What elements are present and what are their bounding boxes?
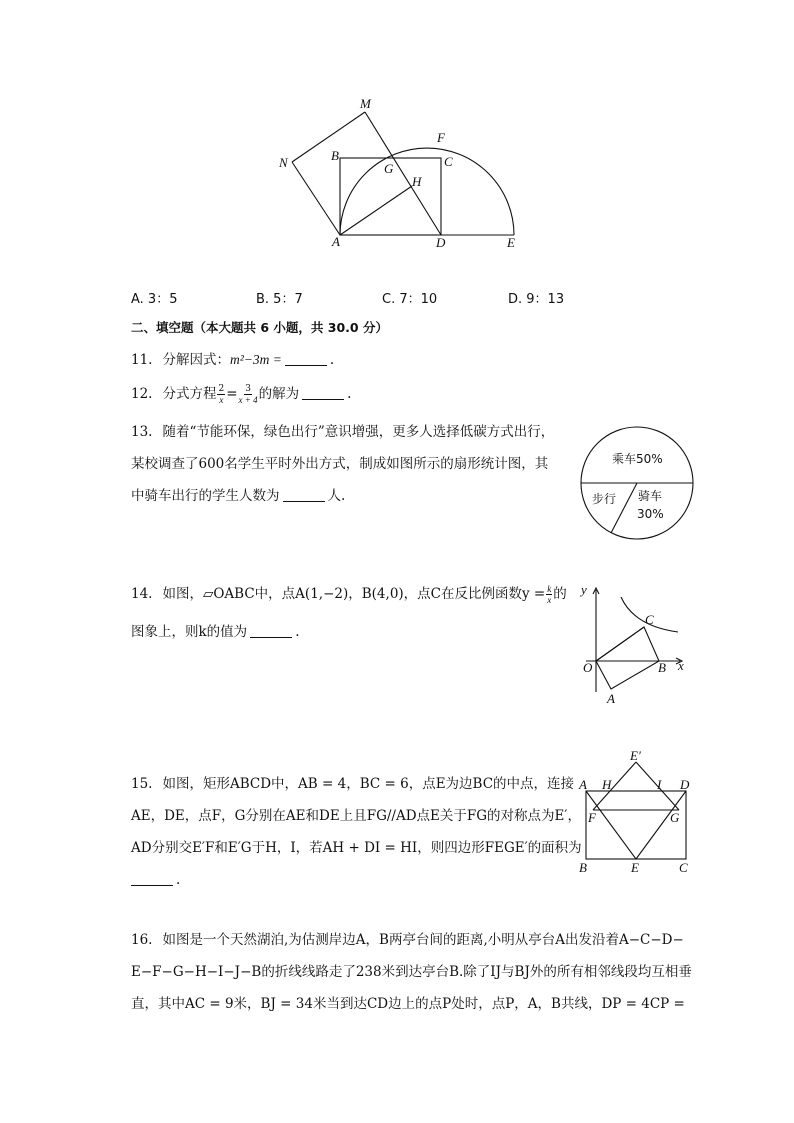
question-15-line2: AE，DE，点F，G分别在AE和DE上且FG//AD点E关于FG的对称点为E′， — [131, 808, 581, 824]
q12-fraction-2 — [239, 384, 258, 405]
q13-number: 13. — [131, 424, 153, 440]
label-H: H — [602, 777, 612, 792]
q14-number: 14. — [131, 586, 153, 602]
q12-eq: = — [226, 386, 238, 402]
label-C: C — [444, 154, 453, 169]
label-F: F — [437, 130, 445, 145]
label-O: O — [583, 660, 593, 675]
label-Ep: E′ — [630, 748, 641, 763]
pie-chart-figure — [578, 422, 698, 544]
q12-text: 分式方程 — [162, 386, 217, 402]
q13-line3a: 中骑车出行的学生人数为 — [131, 488, 280, 504]
question-13-line2: 某校调查了600名学生平时外出方式，制成如图所示的扇形统计图，其 — [131, 456, 549, 472]
q12-answer-blank[interactable] — [302, 385, 344, 400]
segment-NM — [292, 112, 365, 162]
pie-label-car: 乘车50% — [612, 452, 663, 466]
label-H: H — [412, 174, 422, 189]
question-15-line1 — [131, 774, 574, 794]
segment-AN — [292, 162, 340, 235]
label-M: M — [360, 96, 371, 111]
q16-line1: 如图是一个天然湖泊,为估测岸边A，B两亭台间的距离,小明从亭台A出发沿着A−C−D− — [162, 932, 684, 948]
question-15-line3: AD分别交E′F和E′G于H，I，若AH + DI = HI，则四边形FEGE′的面积为 — [131, 840, 582, 856]
label-B: B — [658, 660, 666, 675]
q14-line1b: 的 — [553, 586, 567, 602]
q15-answer-blank[interactable] — [131, 871, 173, 886]
q11-text: 分解因式： — [162, 352, 230, 368]
label-E: E — [631, 860, 639, 875]
diagonal-OC — [596, 627, 644, 661]
pie-label-bike-pct: 30% — [637, 507, 664, 521]
option-b: B. 5：7 — [256, 292, 303, 307]
q14-frac-den: x — [547, 595, 552, 605]
q11-end: . — [329, 352, 335, 368]
label-A: A — [579, 777, 587, 792]
question-12 — [131, 384, 351, 405]
q14-line1a: 如图，▱OABC中，点A(1,−2)，B(4,0)，点C在反比例函数y = — [162, 586, 546, 602]
q12-text-b: 的解为 — [258, 386, 300, 402]
label-B: B — [579, 860, 587, 875]
geometry-figure-top — [270, 90, 530, 255]
q12-frac1-num: 2 — [218, 384, 225, 394]
coordinate-figure — [572, 580, 696, 708]
segment-DE — [636, 791, 686, 859]
q12-fraction-1 — [217, 384, 225, 405]
pie-label-bike: 骑车 — [638, 489, 663, 503]
question-15-line4 — [131, 870, 180, 890]
q12-frac2-den: x + 4 — [238, 395, 258, 405]
rectangle-figure — [574, 744, 698, 878]
section-title: 二、填空题（本大题共 6 小题，共 30.0 分） — [131, 320, 388, 335]
q12-end: . — [347, 386, 352, 402]
pie-divider — [611, 483, 637, 533]
segment-AE — [586, 791, 636, 859]
label-I: I — [657, 777, 662, 792]
question-14-line1 — [131, 584, 567, 605]
label-G: G — [670, 810, 680, 825]
pie-label-walk: 步行 — [592, 492, 617, 506]
label-D: D — [436, 235, 446, 250]
question-13-line3 — [131, 486, 345, 506]
label-G: G — [384, 161, 394, 176]
segment-FEp — [593, 762, 636, 810]
q14-answer-blank[interactable] — [250, 623, 292, 638]
label-F: F — [588, 810, 596, 825]
label-D: D — [680, 777, 690, 792]
question-14-line2 — [131, 622, 299, 642]
label-C: C — [679, 860, 688, 875]
q15-line1: 如图，矩形ABCD中，AB = 4，BC = 6，点E为边BC的中点，连接 — [162, 776, 575, 792]
question-16-line2: E−F−G−H−I−J−B的折线线路走了238米到达亭台B.除了IJ与BJ外的所有相邻线段均互相垂 — [131, 964, 692, 980]
q11-number: 11. — [131, 352, 153, 368]
question-16-line3: 直，其中AC = 9米，BJ = 34米当到达CD边上的点P处时，点P，A，B共线，DP = 4CP = — [131, 996, 685, 1012]
q11-answer-blank[interactable] — [285, 351, 327, 366]
question-13-line1 — [131, 422, 554, 442]
q14-line2b: . — [295, 624, 300, 640]
q14-frac-num: k — [547, 584, 552, 594]
axis-label-y: y — [581, 582, 587, 597]
label-A: A — [332, 234, 340, 249]
semicircle-arc — [340, 148, 514, 235]
label-N: N — [279, 155, 288, 170]
q14-line2a: 图象上，则k的值为 — [131, 624, 248, 640]
q11-math: m²−3m = — [229, 352, 282, 367]
q13-line3b: 人. — [327, 488, 346, 504]
q13-answer-blank[interactable] — [283, 487, 325, 502]
q15-end: . — [176, 872, 181, 888]
q16-number: 16. — [131, 932, 153, 948]
option-c: C. 7：10 — [382, 292, 438, 307]
q12-frac2-num: 3 — [245, 384, 251, 394]
option-a: A. 3：5 — [131, 292, 178, 307]
question-11 — [131, 350, 334, 370]
parallelogram-OABC — [596, 627, 659, 689]
label-E: E — [507, 235, 515, 250]
option-d: D. 9：13 — [508, 292, 565, 307]
label-A: A — [607, 691, 615, 706]
question-16-line1 — [131, 930, 684, 950]
segment-MD — [365, 112, 441, 235]
q13-line1: 随着“节能环保，绿色出行”意识增强，更多人选择低碳方式出行， — [162, 424, 555, 440]
q14-fraction — [546, 584, 552, 605]
axis-label-x: x — [678, 658, 684, 673]
q15-number: 15. — [131, 776, 153, 792]
label-B: B — [331, 148, 339, 163]
q12-number: 12. — [131, 386, 153, 402]
label-C: C — [645, 612, 654, 627]
q12-frac1-den: x — [219, 395, 224, 405]
